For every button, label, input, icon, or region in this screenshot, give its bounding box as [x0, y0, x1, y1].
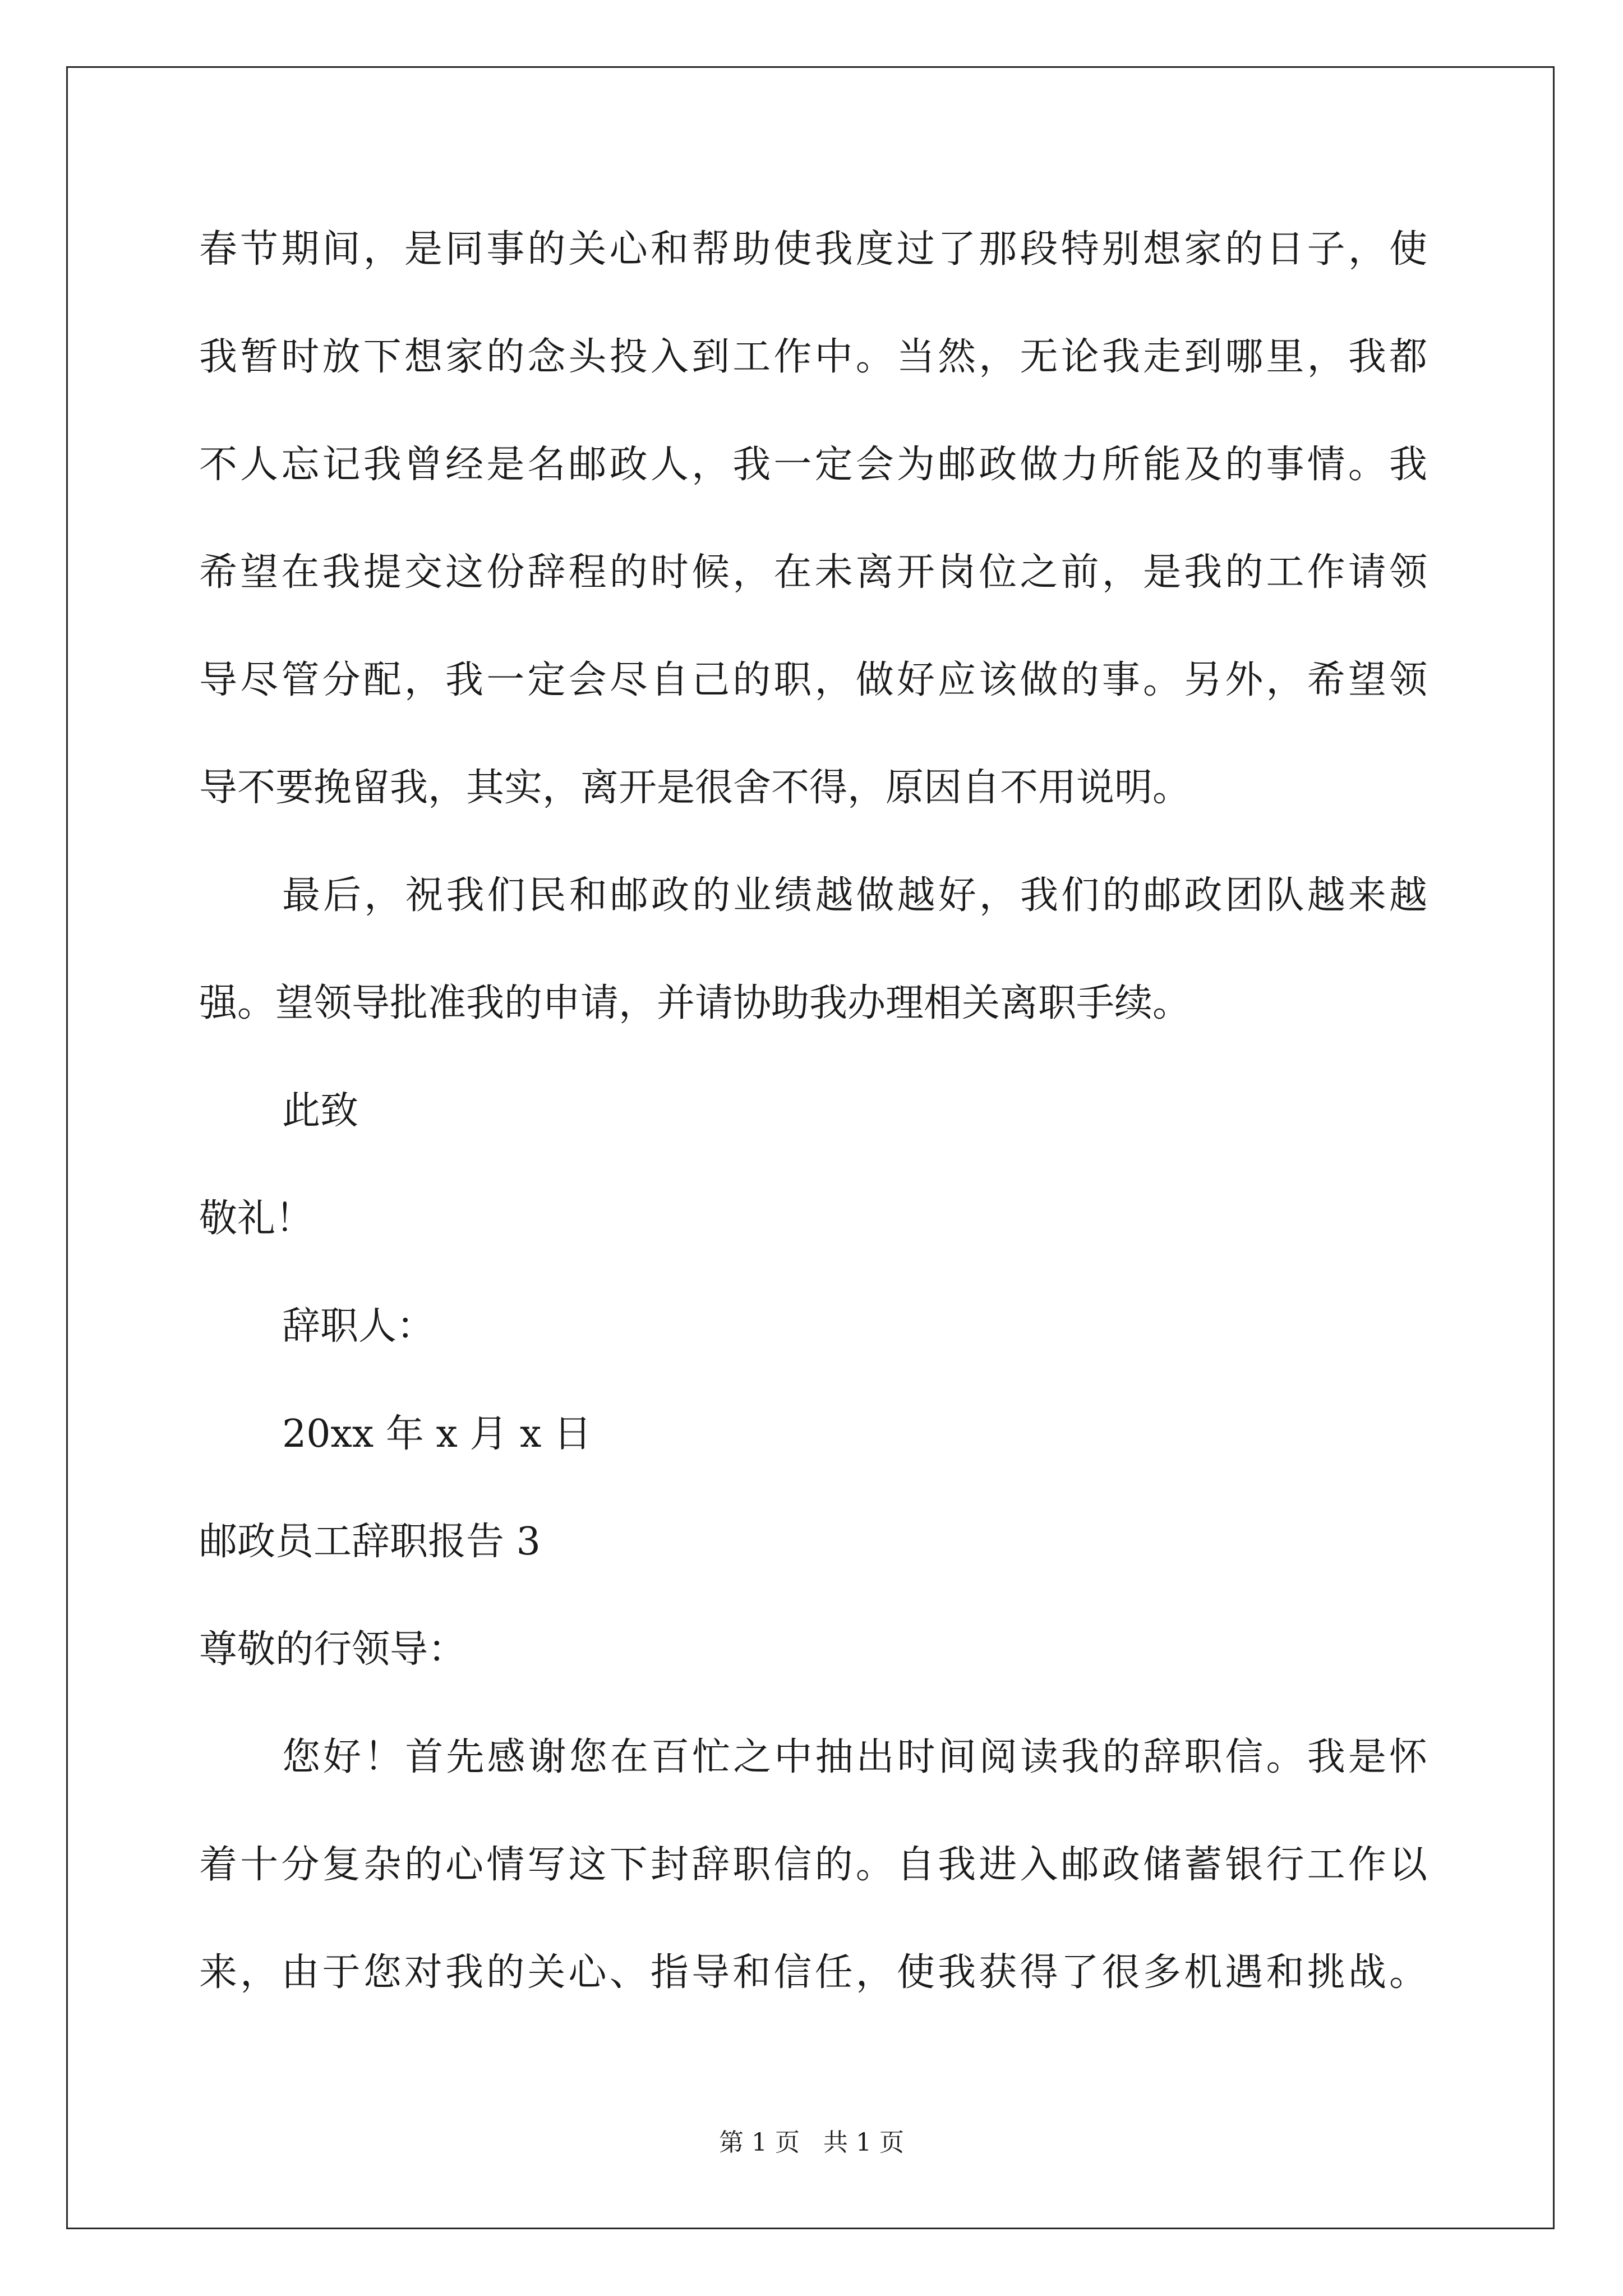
text-line: 强。望领导批准我的申请，并请协助我办理相关离职手续。: [199, 981, 1191, 1025]
page-number-footer: 第 1 页 共 1 页: [719, 2128, 904, 2157]
closing-salutation: 此致: [282, 1089, 359, 1133]
page-border: [66, 66, 1555, 2229]
text-line: 导尽管分配，我一定会尽自己的职，做好应该做的事。另外，希望领: [199, 658, 1427, 702]
text-line: 来，由于您对我的关心、指导和信任，使我获得了很多机遇和挑战。: [199, 1950, 1427, 1995]
paragraph-start-line: 最后，祝我们民和邮政的业绩越做越好，我们的邮政团队越来越: [282, 873, 1427, 918]
paragraph-start-line: 您好！首先感谢您在百忙之中抽出时间阅读我的辞职信。我是怀: [282, 1735, 1427, 1779]
text-line: 着十分复杂的心情写这下封辞职信的。自我进入邮政储蓄银行工作以: [199, 1843, 1427, 1887]
date-line: 20xx 年 x 月 x 日: [282, 1412, 592, 1456]
signature-label: 辞职人：: [282, 1304, 435, 1349]
text-line: 希望在我提交这份辞程的时候，在未离开岗位之前，是我的工作请领: [199, 550, 1427, 595]
closing-regards: 敬礼！: [199, 1197, 314, 1241]
section-title: 邮政员工辞职报告 3: [199, 1520, 541, 1564]
letter-greeting: 尊敬的行领导：: [199, 1627, 467, 1672]
text-line: 导不要挽留我，其实，离开是很舍不得，原因自不用说明。: [199, 766, 1191, 810]
text-line: 我暂时放下想家的念头投入到工作中。当然，无论我走到哪里，我都: [199, 335, 1427, 379]
text-line: 不人忘记我曾经是名邮政人，我一定会为邮政做力所能及的事情。我: [199, 443, 1427, 487]
text-line: 春节期间，是同事的关心和帮助使我度过了那段特别想家的日子，使: [199, 227, 1427, 272]
